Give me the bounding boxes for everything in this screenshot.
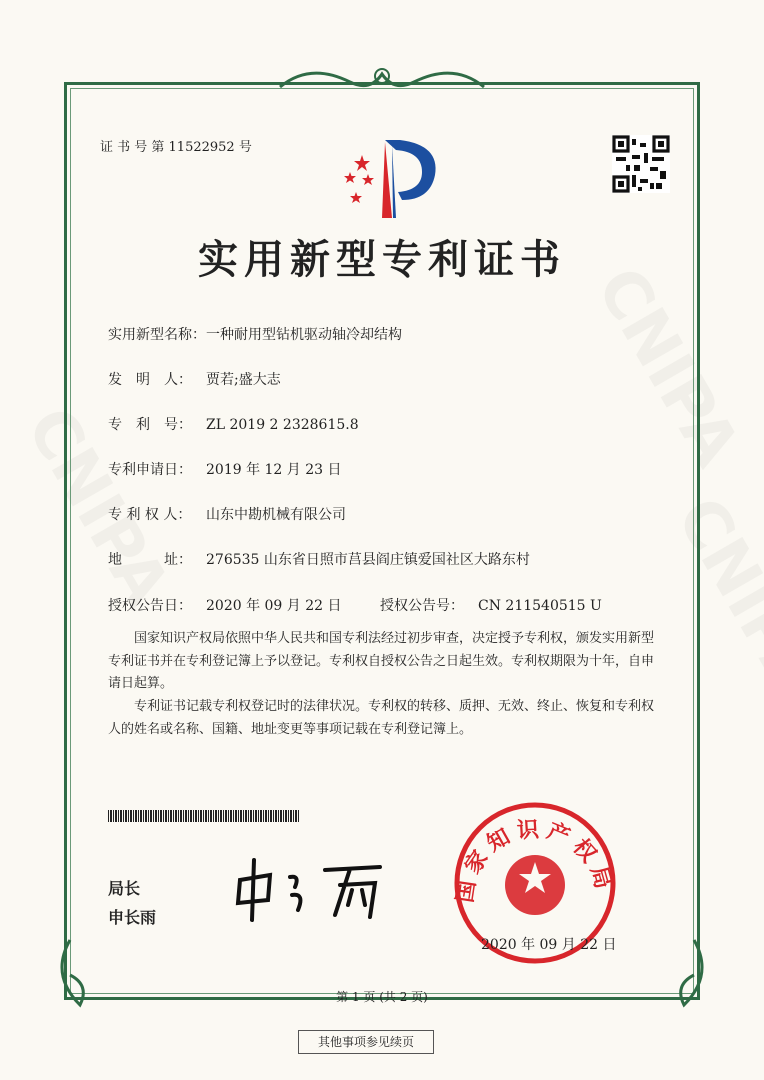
field-application-date	[108, 459, 342, 479]
field-utility-model-name	[108, 324, 402, 344]
field-patentee	[108, 504, 346, 524]
field-address	[108, 549, 530, 569]
legal-paragraph: 国家知识产权局依照中华人民共和国专利法经过初步审查，决定授予专利权，颁发实用新型专利证书并在专利登记簿上予以登记。专利权自授权公告之日起生效。专利权期限为十年，自申请日起算。	[108, 631, 655, 691]
seal-text: 国家知识产权局	[452, 817, 617, 905]
field-label: 专 利 权 人：	[108, 507, 192, 523]
field-grant-date	[108, 595, 342, 615]
field-value: 山东中勘机械有限公司	[206, 507, 346, 523]
continuation-note: 其他事项参见续页	[298, 1030, 434, 1054]
field-label: 地 址：	[108, 552, 192, 568]
signatory-title: 局长	[108, 879, 141, 898]
field-label: 授权公告日：	[108, 598, 192, 614]
seal-date: 2020 年 09 月 22 日	[481, 937, 617, 953]
certificate-number: 证 书 号 第 11522952 号	[100, 140, 252, 155]
field-label: 专 利 号：	[108, 417, 192, 433]
barcode	[108, 810, 300, 822]
field-value: 2019 年 12 月 23 日	[206, 462, 342, 478]
field-label: 发 明 人：	[108, 372, 192, 388]
field-value: 贾若;盛大志	[206, 372, 281, 388]
signatory-name: 申长雨	[108, 908, 157, 927]
field-value: 276535 山东省日照市莒县阎庄镇爱国社区大路东村	[206, 552, 530, 568]
top-ornament-icon	[270, 62, 494, 102]
qr-code-icon	[612, 135, 670, 193]
field-value: ZL 2019 2 2328615.8	[206, 417, 359, 433]
field-patent-number	[108, 414, 359, 434]
field-value: CN 211540515 U	[478, 598, 602, 614]
handwritten-signature	[230, 855, 400, 925]
field-label: 授权公告号：	[380, 598, 464, 614]
page-indicator: 第 1 页 (共 2 页)	[336, 990, 428, 1004]
field-label: 实用新型名称：	[108, 327, 206, 343]
field-announcement-number	[380, 595, 602, 615]
certificate-title: 实用新型专利证书	[198, 237, 566, 283]
legal-paragraph: 专利证书记载专利权登记时的法律状况。专利权的转移、质押、无效、终止、恢复和专利权人的姓名或名称、国籍、地址变更等事项记载在专利登记簿上。	[108, 699, 655, 737]
field-inventor	[108, 369, 281, 389]
field-value: 2020 年 09 月 22 日	[206, 598, 342, 614]
field-label: 专利申请日：	[108, 462, 192, 478]
field-value: 一种耐用型钻机驱动轴冷却结构	[206, 327, 402, 343]
cnipa-logo-icon	[330, 130, 440, 220]
